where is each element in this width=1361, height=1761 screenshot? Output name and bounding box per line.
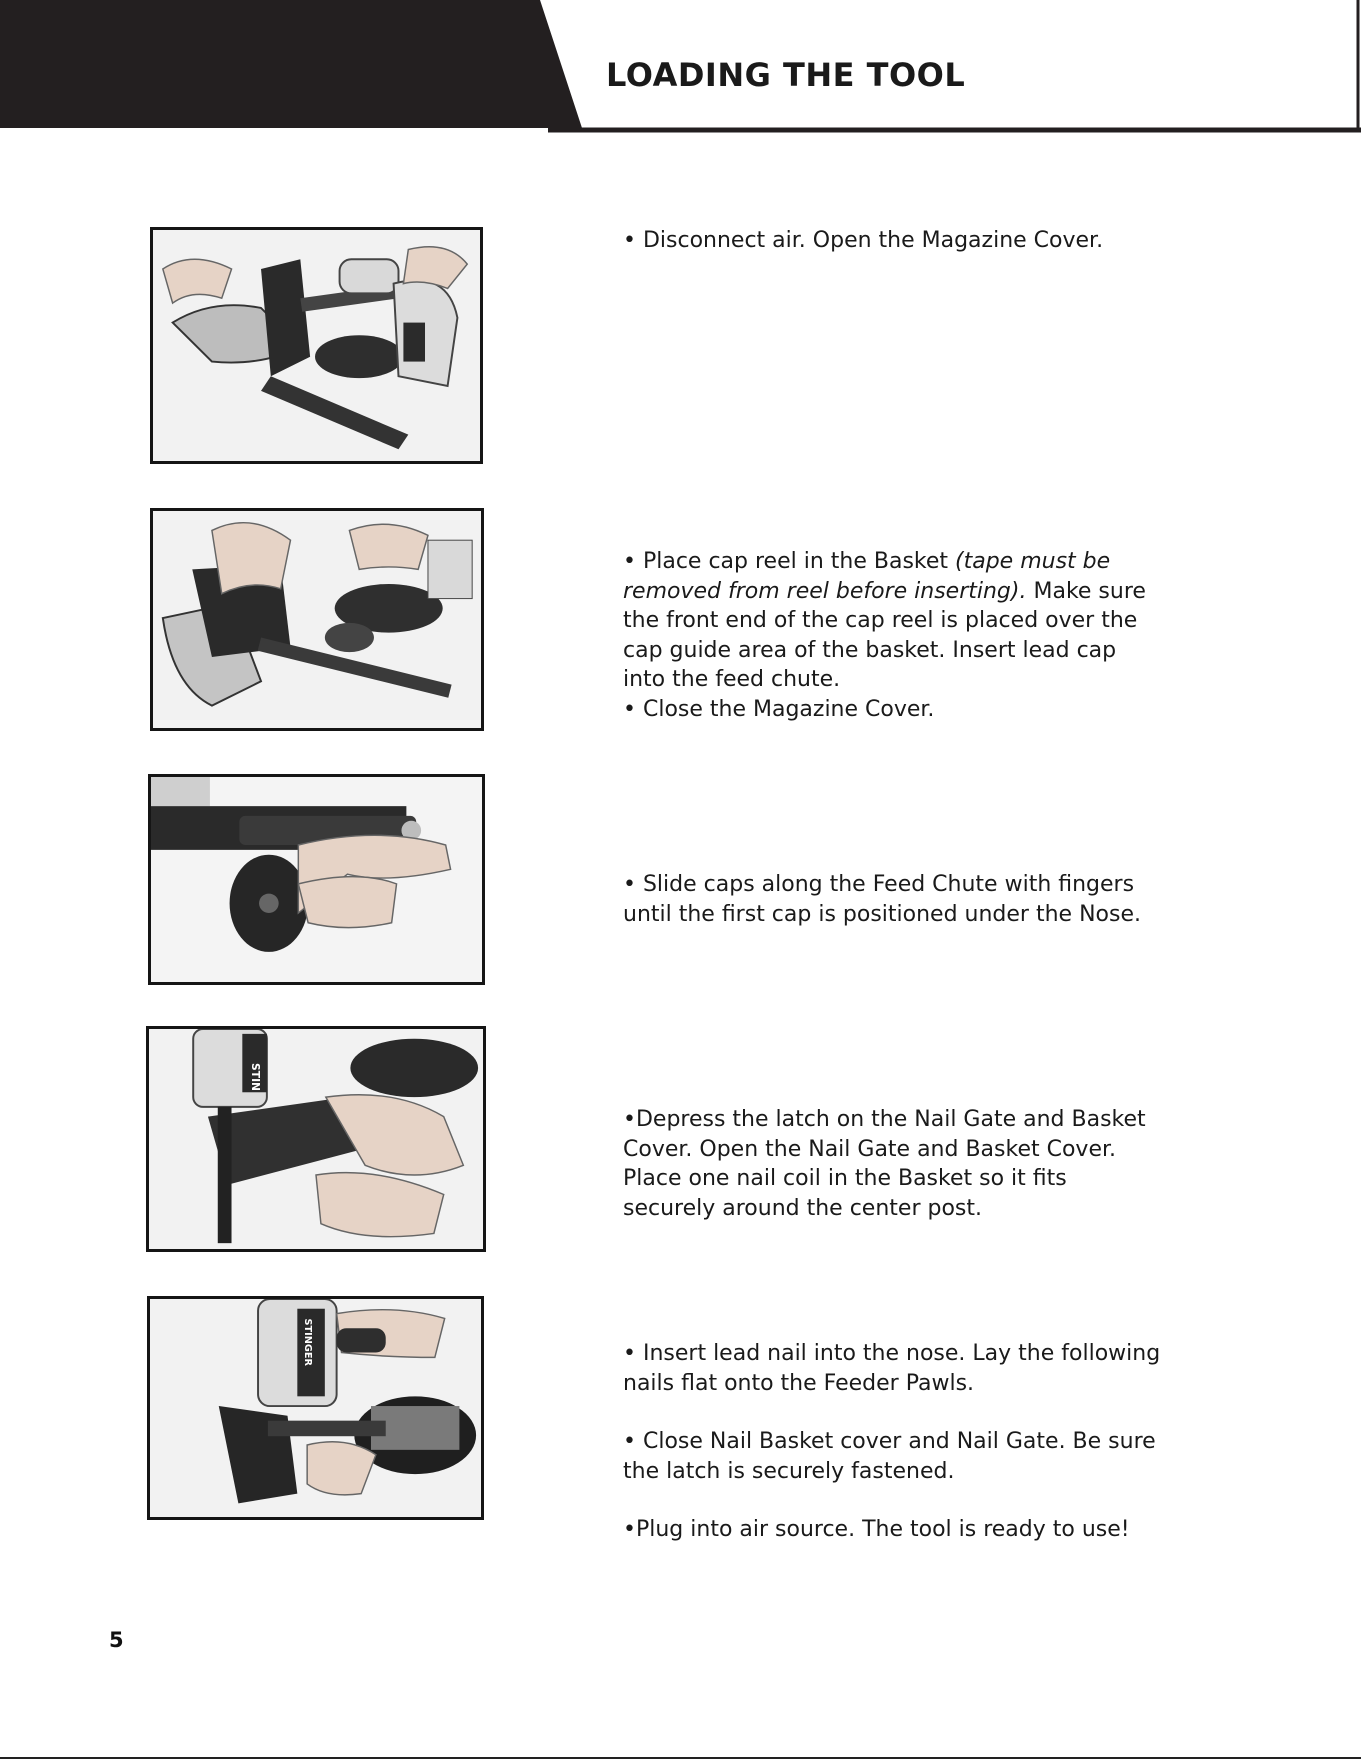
step-4-text xyxy=(623,1105,1223,1223)
step-2-line-1a: • Place cap reel in the Basket xyxy=(623,549,956,574)
step-2-line-1b: (tape must be xyxy=(955,549,1111,574)
step-1-text xyxy=(623,226,1223,256)
open-magazine-cover-photo xyxy=(150,227,483,464)
step-2-line-3: the front end of the cap reel is placed over the xyxy=(623,608,1138,633)
page-number: 5 xyxy=(109,1628,124,1652)
page-title: LOADING THE TOOL xyxy=(606,56,966,94)
insert-lead-nail-photo xyxy=(147,1296,484,1520)
step-5-line-5: •Plug into air source. The tool is ready to use! xyxy=(623,1517,1130,1542)
step-3-line-1: • Slide caps along the Feed Chute with fingers xyxy=(623,872,1135,897)
place-cap-reel-photo xyxy=(150,508,484,731)
step-1-line: • Disconnect air. Open the Magazine Cover. xyxy=(623,228,1104,253)
step-2-line-2a: removed from reel before inserting). xyxy=(623,578,1027,604)
step-2-line-4: cap guide area of the basket. Insert lead cap xyxy=(623,637,1117,663)
step-2-text xyxy=(623,547,1223,724)
step-2-line-2 xyxy=(623,577,1223,607)
step-5-line-3: • Close Nail Basket cover and Nail Gate. Be sure xyxy=(623,1429,1156,1454)
step-3-line-2: until the first cap is positioned under the Nose. xyxy=(623,901,1141,927)
step-2-line-1 xyxy=(623,547,1223,577)
nail-gate-latch-photo xyxy=(146,1026,486,1252)
step-4-line-2: Cover. Open the Nail Gate and Basket Cover. xyxy=(623,1136,1117,1162)
step-5-line-2: nails flat onto the Feeder Pawls. xyxy=(623,1370,975,1396)
step-5-line-1: • Insert lead nail into the nose. Lay the following xyxy=(623,1341,1161,1366)
step-3-text xyxy=(623,870,1223,929)
slide-caps-photo xyxy=(148,774,485,985)
step-2-line-6: • Close the Magazine Cover. xyxy=(623,696,935,722)
brand-label-2: STINGER xyxy=(302,1318,314,1366)
step-2-line-5: into the feed chute. xyxy=(623,667,841,692)
step-5-line-4: the latch is securely fastened. xyxy=(623,1458,955,1484)
step-4-line-4: securely around the center post. xyxy=(623,1195,982,1221)
step-5-text xyxy=(623,1339,1223,1545)
brand-label-1: STIN xyxy=(249,1063,263,1092)
step-2-line-2b: Make sure xyxy=(1026,578,1146,604)
bottom-rule xyxy=(0,1757,1361,1759)
step-4-line-1: •Depress the latch on the Nail Gate and Basket xyxy=(623,1107,1146,1132)
step-4-line-3: Place one nail coil in the Basket so it fits xyxy=(623,1166,1067,1191)
